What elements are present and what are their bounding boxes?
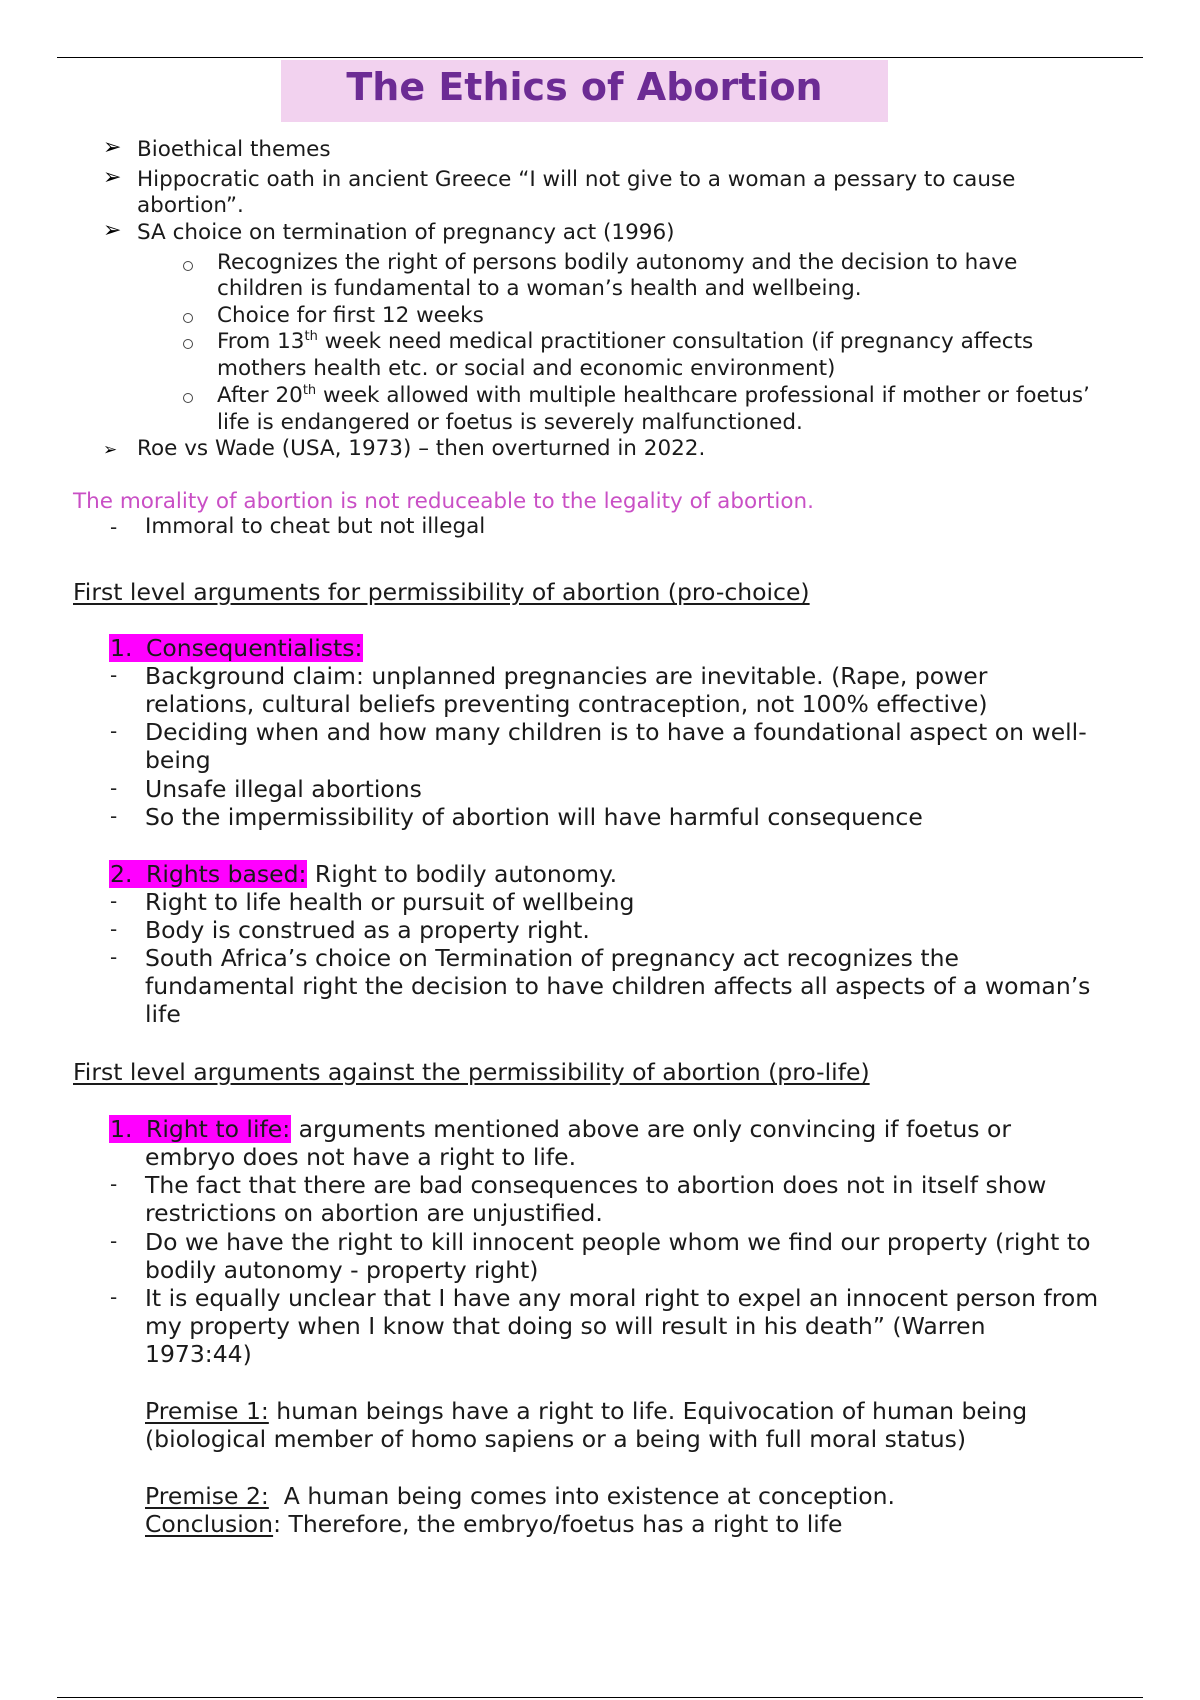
premise-1: Premise 1: human beings have a right to life. Equivocation of human being	[145, 1397, 1028, 1425]
dash-bullet: -	[110, 804, 118, 828]
bottom-rule	[57, 1697, 1143, 1698]
dash-bullet: -	[110, 663, 118, 687]
dash-bullet: -	[110, 889, 118, 913]
arrow-bullet-icon: ➢	[103, 135, 122, 160]
sub-item-choice: Choice for first 12 weeks	[217, 303, 484, 328]
premise-1-cont: (biological member of homo sapiens or a being with full moral status)	[145, 1425, 966, 1453]
sub-item-from-13-cont: mothers health etc. or social and economic environment)	[217, 356, 836, 381]
premise-2: Premise 2: A human being comes into existence at conception.	[145, 1482, 895, 1510]
dash-bullet: -	[110, 776, 118, 800]
dash-bullet: -	[110, 945, 118, 969]
conseq-line: Background claim: unplanned pregnancies are inevitable. (Rape, power	[145, 662, 988, 690]
dash-bullet: -	[110, 719, 118, 743]
intro-item-sa-act: SA choice on termination of pregnancy act (1996)	[137, 220, 675, 245]
conseq-line: relations, cultural beliefs preventing contraception, not 100% effective)	[145, 690, 988, 718]
life-line: my property when I know that doing so will result in his death” (Warren	[145, 1312, 986, 1340]
dash-bullet: -	[110, 1229, 118, 1253]
dash-bullet: -	[110, 1172, 118, 1196]
intro-item-hippocratic-cont: abortion”.	[137, 193, 244, 218]
conclusion: Conclusion: Therefore, the embryo/foetus has a right to life	[145, 1510, 843, 1538]
right-to-life-label: 1. Right to life: arguments mentioned above are only convincing if foetus or	[110, 1115, 1012, 1143]
life-line: restrictions on abortion are unjustified.	[145, 1199, 603, 1227]
life-line: Do we have the right to kill innocent people whom we find our property (right to	[145, 1228, 1091, 1256]
circle-bullet-icon	[183, 393, 193, 403]
sub-item-recognizes-cont: children is fundamental to a woman’s health and wellbeing.	[217, 276, 862, 301]
pro-life-heading: First level arguments against the permissibility of abortion (pro-life)	[73, 1058, 870, 1086]
life-line: It is equally unclear that I have any moral right to expel an innocent person from	[145, 1284, 1099, 1312]
morality-statement: The morality of abortion is not reduceable to the legality of abortion.	[73, 489, 814, 514]
circle-bullet-icon	[183, 339, 193, 349]
life-line: The fact that there are bad consequences to abortion does not in itself show	[145, 1171, 1047, 1199]
sub-item-recognizes: Recognizes the right of persons bodily autonomy and the decision to have	[217, 250, 1018, 275]
arrow-bullet-icon: ➢	[103, 440, 118, 460]
sub-item-after-20-cont: life is endangered or foetus is severely malfunctioned.	[217, 410, 803, 435]
circle-bullet-icon	[183, 313, 193, 323]
conseq-line: So the impermissibility of abortion will have harmful consequence	[145, 803, 923, 831]
page-title: The Ethics of Abortion	[346, 65, 823, 109]
life-line: bodily autonomy - property right)	[145, 1256, 539, 1284]
pro-choice-heading: First level arguments for permissibility of abortion (pro-choice)	[73, 578, 810, 606]
rights-line: life	[145, 1000, 181, 1028]
dash-bullet: -	[110, 917, 118, 941]
rights-line: Body is construed as a property right.	[145, 916, 590, 944]
intro-item-hippocratic: Hippocratic oath in ancient Greece “I will not give to a woman a pessary to cause	[137, 167, 1016, 192]
rights-line: South Africa’s choice on Termination of pregnancy act recognizes the	[145, 944, 959, 972]
top-rule	[57, 57, 1143, 58]
dash-bullet: -	[110, 1285, 118, 1309]
conseq-line: being	[145, 746, 211, 774]
sub-item-from-13: From 13th week need medical practitioner consultation (if pregnancy affects	[217, 329, 1034, 354]
rights-line: fundamental right the decision to have children affects all aspects of a woman’s	[145, 972, 1091, 1000]
sub-item-after-20: After 20th week allowed with multiple healthcare professional if mother or foetus’	[217, 383, 1090, 408]
consequentialists-label: 1. Consequentialists:	[110, 634, 363, 662]
intro-item-bioethical: Bioethical themes	[137, 137, 331, 162]
rights-line: Right to life health or pursuit of wellbeing	[145, 888, 635, 916]
circle-bullet-icon	[183, 261, 193, 271]
arrow-bullet-icon: ➢	[103, 165, 122, 190]
life-line: 1973:44)	[145, 1340, 252, 1368]
morality-point: Immoral to cheat but not illegal	[145, 514, 486, 539]
conseq-line: Unsafe illegal abortions	[145, 775, 422, 803]
rights-based-label: 2. Rights based: Right to bodily autonomy.	[110, 860, 618, 888]
right-to-life-cont: embryo does not have a right to life.	[145, 1143, 577, 1171]
arrow-bullet-icon: ➢	[103, 218, 122, 243]
intro-item-roe: Roe vs Wade (USA, 1973) – then overturned in 2022.	[137, 436, 706, 461]
dash-bullet: -	[110, 515, 118, 539]
conseq-line: Deciding when and how many children is to have a foundational aspect on well-	[145, 718, 1087, 746]
